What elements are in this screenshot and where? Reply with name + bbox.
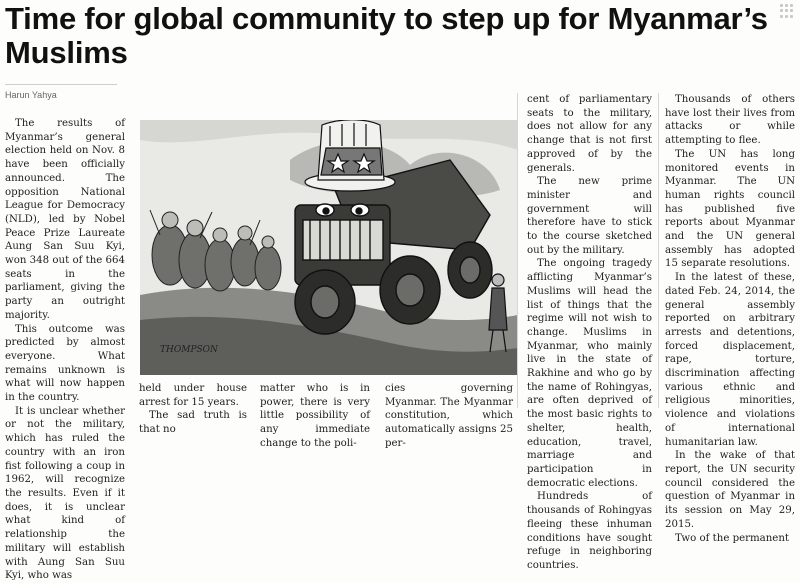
paragraph: In the wake of that report, the UN security council considered the question of Myanmar in its session on May 29, 2015. [665,450,795,530]
byline: Harun Yahya [5,90,57,100]
article-column-6 [665,93,795,545]
paragraph: cent of parliamentary seats to the military, does not allow for any change that is not first approved of by the generals. [527,94,652,174]
headline: Time for global community to step up for Myanmar’s Muslims [5,1,768,70]
paragraph: The results of Myanmar’s general election held on Nov. 8 have been officially announced. The opposition National League for Democracy (NLD), led by Nobel Peace Prize Laureate Aung San Suu Kyi, won 348 out of the 664 seats in the parliament, giving the party an outright majority. [5,118,125,321]
paragraph: In the latest of these, dated Feb. 24, 2014, the general assembly reported on arbitrary arrests and detentions, forced displacement, rape, torture, discrimination affecting various ethnic and religious minorities, violence and violations of international humanitarian law. [665,272,795,448]
paragraph: The UN has long monitored events in Myanmar. The UN human rights council has published five reports about Myanmar and the UN general assembly has adopted 15 separate resolutions. [665,148,795,270]
article-column-3 [260,382,370,451]
paragraph: The new prime minister and government will therefore have to stick to the course sketched out by the military. [527,176,652,256]
paragraph: held under house arrest for 15 years. [139,383,247,408]
article-column-5 [527,93,652,573]
byline-divider [5,84,117,85]
paragraph: Thousands of others have lost their lives from attacks or while attempting to flee. [665,94,795,147]
grid-menu-icon[interactable] [780,4,794,18]
cartoon-signature: THOMPSON [160,345,218,355]
column-divider [658,93,659,408]
article-column-4 [385,382,513,451]
paragraph: This outcome was predicted by almost everyone. What remains unknown is what will now happen in the country. [5,323,125,404]
paragraph: The ongoing tragedy afflicting Myanmar’s Muslims will head the list of things that the regime will not wish to change. Muslims in Myanmar, who mainly live in the state of Rakhine and who go by the name of Rohingyas, are often deprived of the most basic rights to shelter, health, education, travel, marriage and participation in democratic elections. [527,258,652,489]
paragraph: Two of the permanent [675,532,789,544]
editorial-cartoon [140,120,518,375]
column-divider [517,93,518,408]
paragraph: Hundreds of thousands of Rohingyas fleeing these inhuman conditions have sought refuge in neighboring countries. [527,491,652,571]
paragraph: cies governing Myanmar. The Myanmar constitution, which automatically assigns 25 per- [385,383,513,449]
article-column-1 [5,117,125,583]
paragraph: The sad truth is that no [139,410,247,436]
paragraph: It is unclear whether or not the military, which has ruled the country with an iron fist following a coup in 1962, will recognize the results. Even if it does, it is unclear what kind of relationship the military will establish with Aung San Suu Kyi, who was [5,405,125,582]
paragraph: matter who is in power, there is very little possibility of any immediate change to the poli- [260,383,370,449]
article-column-2 [139,382,247,437]
